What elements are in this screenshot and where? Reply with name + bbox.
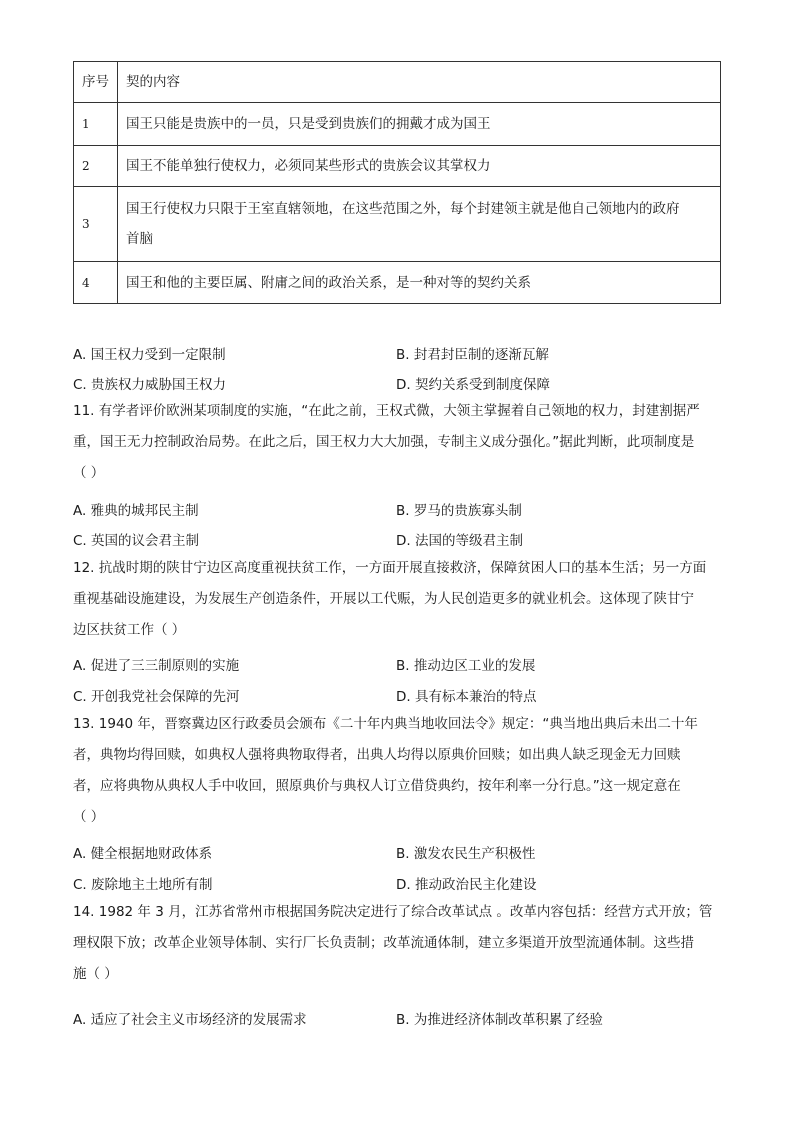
option-a[interactable]: A. 国王权力受到一定限制	[73, 347, 226, 363]
contract-table	[73, 61, 721, 304]
q12-options-row-1	[73, 654, 721, 678]
row-content-line: 首脑	[126, 231, 153, 247]
q13-options-row-1	[73, 842, 721, 866]
q10-options-row-1	[73, 343, 721, 367]
question-line: 11. 有学者评价欧洲某项制度的实施，“在此之前，王权式微，大领主掌握着自己领地的权力，封建割据严	[73, 403, 700, 419]
row-content	[118, 187, 721, 262]
row-number: 3	[74, 187, 118, 262]
question-line: 重视基础设施建设，为发展生产创造条件，开展以工代赈，为人民创造更多的就业机会。这体现了陕甘宁	[73, 591, 694, 607]
option-c[interactable]: C. 英国的议会君主制	[73, 533, 200, 549]
question-line: 理权限下放；改革企业领导体制、实行厂长负责制；改革流通体制，建立多渠道开放型流通体制。这些措	[73, 935, 694, 951]
table-row	[74, 103, 721, 146]
option-d[interactable]: D. 具有标本兼治的特点	[396, 689, 537, 705]
table-row	[74, 262, 721, 304]
option-c[interactable]: C. 废除地主土地所有制	[73, 877, 213, 893]
table-row	[74, 187, 721, 262]
question-11	[73, 396, 723, 489]
option-a[interactable]: A. 促进了三三制原则的实施	[73, 658, 240, 674]
question-line: 者，应将典物从典权人手中收回，照原典价与典权人订立借贷典约，按年利率一分行息。”这一规定意在	[73, 778, 681, 794]
option-b[interactable]: B. 激发农民生产积极性	[396, 846, 536, 862]
question-line: 边区扶贫工作（ ）	[73, 622, 186, 638]
q14-options-row-1	[73, 1008, 721, 1032]
question-13	[73, 709, 723, 833]
q12-options-row-2	[73, 685, 721, 709]
question-line: 重，国王无力控制政治局势。在此之后，国王权力大大加强，专制主义成分强化。”据此判断，此项制度是	[73, 434, 695, 450]
q11-options-row-1	[73, 499, 721, 523]
question-line: 12. 抗战时期的陕甘宁边区高度重视扶贫工作，一方面开展直接救济，保障贫困人口的基本生活；另一方面	[73, 560, 707, 576]
question-line: （ ）	[73, 465, 105, 481]
option-b[interactable]: B. 为推进经济体制改革积累了经验	[396, 1012, 603, 1028]
option-d[interactable]: D. 推动政治民主化建设	[396, 877, 537, 893]
q13-options-row-2	[73, 873, 721, 897]
table-row	[74, 146, 721, 187]
question-line: （ ）	[73, 809, 105, 825]
table-header-no: 序号	[74, 62, 118, 103]
question-line: 13. 1940 年，晋察冀边区行政委员会颁布《二十年内典当地收回法令》规定：“典当地出典后未出二十年	[73, 716, 698, 732]
option-c[interactable]: C. 开创我党社会保障的先河	[73, 689, 240, 705]
row-content-line: 国王行使权力只限于王室直辖领地，在这些范围之外，每个封建领主就是他自己领地内的政府	[126, 201, 680, 217]
option-d[interactable]: D. 法国的等级君主制	[396, 533, 523, 549]
table-header-row	[74, 62, 721, 103]
option-b[interactable]: B. 推动边区工业的发展	[396, 658, 536, 674]
row-content: 国王和他的主要臣属、附庸之间的政治关系，是一种对等的契约关系	[118, 262, 721, 304]
option-a[interactable]: A. 适应了社会主义市场经济的发展需求	[73, 1012, 307, 1028]
question-line: 者，典物均得回赎，如典权人强将典物取得者，出典人均得以原典价回赎；如出典人缺乏现金无力回赎	[73, 747, 681, 763]
question-12	[73, 553, 723, 646]
row-number: 2	[74, 146, 118, 187]
question-14	[73, 897, 723, 990]
option-d[interactable]: D. 契约关系受到制度保障	[396, 377, 550, 393]
question-line: 施（ ）	[73, 966, 118, 982]
question-line: 14. 1982 年 3 月，江苏省常州市根据国务院决定进行了综合改革试点 。改革内容包括：经营方式开放；管	[73, 904, 713, 920]
row-content: 国王不能单独行使权力，必须同某些形式的贵族会议其掌权力	[118, 146, 721, 187]
option-c[interactable]: C. 贵族权力威胁国王权力	[73, 377, 227, 393]
option-a[interactable]: A. 雅典的城邦民主制	[73, 503, 199, 519]
row-number: 4	[74, 262, 118, 304]
option-b[interactable]: B. 封君封臣制的逐渐瓦解	[396, 347, 549, 363]
row-number: 1	[74, 103, 118, 146]
q10-options-row-2	[73, 373, 721, 397]
table-header-content: 契的内容	[118, 62, 721, 103]
option-b[interactable]: B. 罗马的贵族寡头制	[396, 503, 522, 519]
row-content: 国王只能是贵族中的一员，只是受到贵族们的拥戴才成为国王	[118, 103, 721, 146]
q11-options-row-2	[73, 529, 721, 553]
option-a[interactable]: A. 健全根据地财政体系	[73, 846, 213, 862]
